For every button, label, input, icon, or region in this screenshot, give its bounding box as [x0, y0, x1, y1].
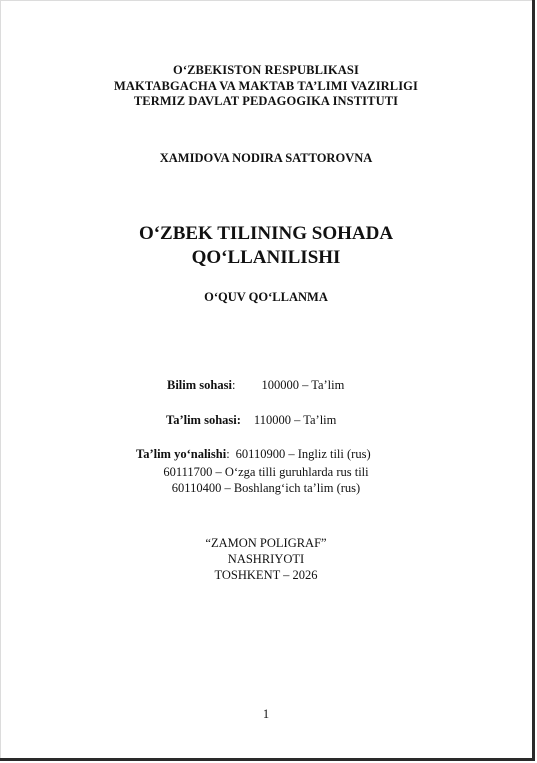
author-name: XAMIDOVA NODIRA SATTOROVNA [159, 151, 373, 165]
field-value: 60111700 – O‘zga tilli guruhlarda rus tili [163, 465, 369, 479]
field-talim-yonalishi-continued [0, 464, 532, 496]
field-colon: : [231, 378, 236, 392]
field-talim-sohasi [166, 413, 336, 428]
page-number: 1 [262, 707, 270, 721]
field-label: Ta’lim sohasi: [166, 413, 241, 427]
field-value: 60110900 – Ingliz tili (rus) [235, 447, 371, 461]
publisher-name: “ZAMON POLIGRAF” [205, 536, 327, 550]
title-line-1: O‘ZBEK TILINING SOHADA [138, 223, 394, 244]
field-colon: : [226, 447, 230, 461]
publisher-block [0, 535, 532, 583]
document-subtitle: O‘QUV QO‘LLANMA [204, 290, 328, 304]
field-label: Bilim sohasi [167, 378, 232, 392]
field-value: 100000 – Ta’lim [261, 378, 345, 392]
ministry-line-2: MAKTABGACHA VA MAKTAB TA’LIMI VAZIRLIGI [114, 78, 418, 93]
publisher-city-year: TOSHKENT – 2026 [214, 568, 318, 582]
field-label: Ta’lim yo‘nalishi [136, 447, 227, 461]
field-value: 110000 – Ta’lim [253, 413, 337, 427]
page-left-edge [0, 0, 1, 758]
title-line-2: QO‘LLANILISHI [191, 247, 341, 268]
publisher-type: NASHRIYOTI [227, 552, 305, 566]
page-top-edge [0, 0, 532, 1]
field-talim-yonalishi [136, 447, 371, 462]
ministry-header [0, 63, 532, 110]
ministry-line-3: TERMIZ DAVLAT PEDAGOGIKA INSTITUTI [133, 94, 399, 108]
field-value: 60110400 – Boshlang‘ich ta’lim (rus) [171, 481, 361, 495]
field-bilim-sohasi [167, 378, 344, 393]
document-title [0, 222, 532, 270]
ministry-line-1: O‘ZBEKISTON RESPUBLIKASI [173, 63, 359, 77]
